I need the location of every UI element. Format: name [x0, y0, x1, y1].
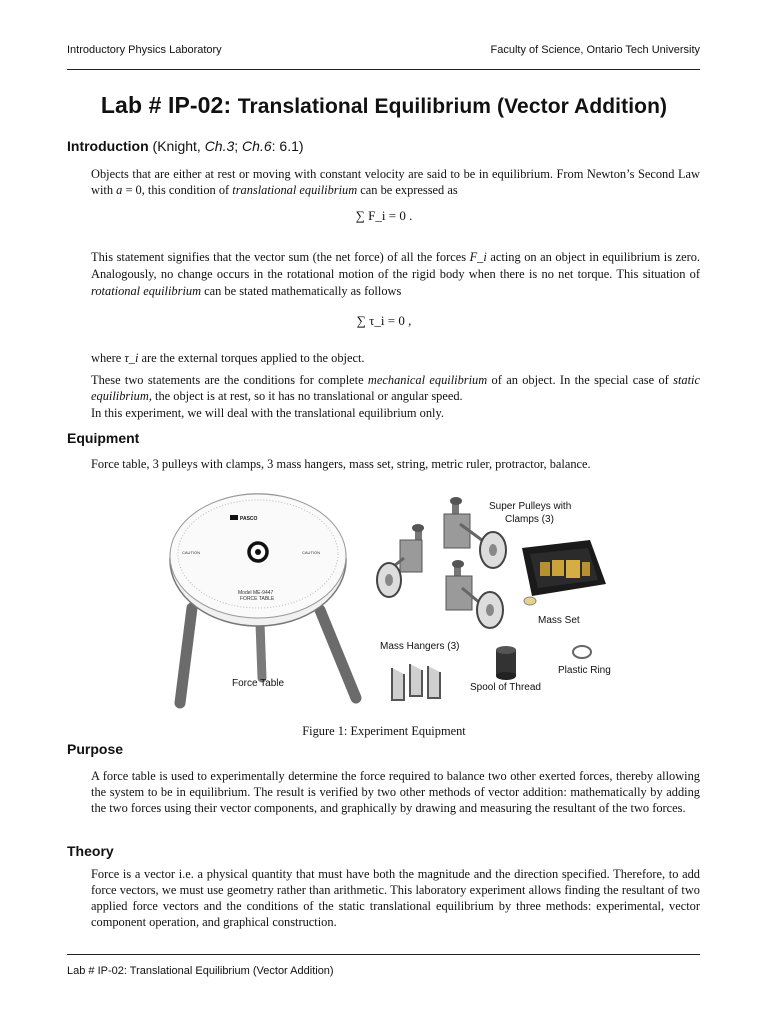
var-acceleration: a	[116, 183, 123, 197]
theory-text: Force is a vector i.e. a physical quantity that must have both the magnitude and the direction specified. Therefore, to add force vectors, we must use geometry rather than arithmetic. This laboratory experiment allows finding the resultant of two applied force vectors and the conditions of the static translational equilibrium by three methods: experimental, vector component operation, and graphical construction.	[91, 867, 700, 929]
header-right: Faculty of Science, Ontario Tech University	[490, 44, 700, 56]
equation-force-sum: ∑ F_i = 0 .	[355, 208, 413, 223]
introduction-reference: (Knight, Ch.3; Ch.6: 6.1)	[152, 138, 304, 154]
intro-paragraph-4: These two statements are the conditions for complete mechanical equilibrium of an object. In the special case of static equilibrium, the object is at rest, so it has no translational or angular speed.	[91, 373, 700, 403]
pulley-3	[446, 560, 503, 628]
equation-torque-sum: ∑ τ_i = 0 ,	[356, 313, 412, 328]
purpose-text: A force table is used to experimentally determine the force required to balance two other exerted forces, thereby allowing the system to be in equilibrium. The result is verified by two other methods of vector addition: mathematically by adding the two forces using their vector components, and graphically by drawing and measuring the resultant of the two forces.	[91, 769, 700, 815]
equipment-figure	[160, 488, 620, 718]
page-title	[0, 92, 768, 119]
introduction-heading: Introduction (Knight, Ch.3; Ch.6: 6.1)	[67, 138, 304, 154]
spool-of-thread	[496, 646, 516, 680]
table-model-text: Model ME-9447	[238, 590, 274, 596]
table-caution-right: CAUTION	[302, 550, 320, 555]
page-footer: Lab # IP-02: Translational Equilibrium (Vector Addition)	[67, 965, 334, 977]
page-header	[67, 44, 700, 56]
label-spool: Spool of Thread	[470, 682, 541, 693]
plastic-ring	[573, 646, 591, 658]
header-rule	[67, 69, 700, 70]
table-name-text: FORCE TABLE	[240, 596, 275, 602]
purpose-heading: Purpose	[67, 741, 124, 757]
label-force-table: Force Table	[232, 678, 285, 689]
intro-paragraph-2: This statement signifies that the vector sum (the net force) of all the forces F_i acting on an object in equilibrium is zero. Analogously, no change occurs in the rotational motion of the rigid body when there is no net torque. This situation of rotational equilibrium can be stated mathematically as follows	[91, 250, 700, 298]
intro-paragraph-1: Objects that are either at rest or moving with constant velocity are said to be in equilibrium. From Newton’s Second Law with a = 0, this condition of translational equilibrium can be expressed as	[91, 167, 700, 197]
table-caution-left: CAUTION	[182, 550, 200, 555]
figure-caption: Figure 1: Experiment Equipment	[302, 724, 466, 738]
theory-heading: Theory	[67, 843, 114, 859]
intro-paragraph-3: where τ_i are the external torques applied to the object.	[91, 351, 365, 365]
equipment-text: Force table, 3 pulleys with clamps, 3 mass hangers, mass set, string, metric ruler, protractor, balance.	[91, 457, 591, 471]
title-main: Translational Equilibrium (Vector Addition)	[237, 95, 668, 118]
header-left: Introductory Physics Laboratory	[67, 44, 222, 56]
pulley-2	[377, 524, 424, 597]
title-prefix: Lab # IP-02:	[100, 92, 232, 118]
intro-paragraph-5: In this experiment, we will deal with the translational equilibrium only.	[91, 406, 444, 420]
force-table-top	[170, 494, 346, 626]
mass-set	[522, 540, 606, 605]
label-mass-set: Mass Set	[538, 615, 580, 626]
var-force: F_i	[469, 250, 487, 264]
mass-hangers	[392, 664, 440, 700]
label-pulleys-line2: Clamps (3)	[505, 514, 554, 525]
label-pulleys-line1: Super Pulleys with	[489, 501, 572, 512]
table-brand-text: PASCO	[240, 516, 258, 522]
equipment-heading: Equipment	[67, 430, 140, 446]
label-plastic-ring: Plastic Ring	[558, 665, 611, 676]
label-mass-hangers: Mass Hangers (3)	[380, 641, 460, 652]
footer-rule	[67, 954, 700, 955]
var-torque: τ_i	[124, 351, 139, 365]
